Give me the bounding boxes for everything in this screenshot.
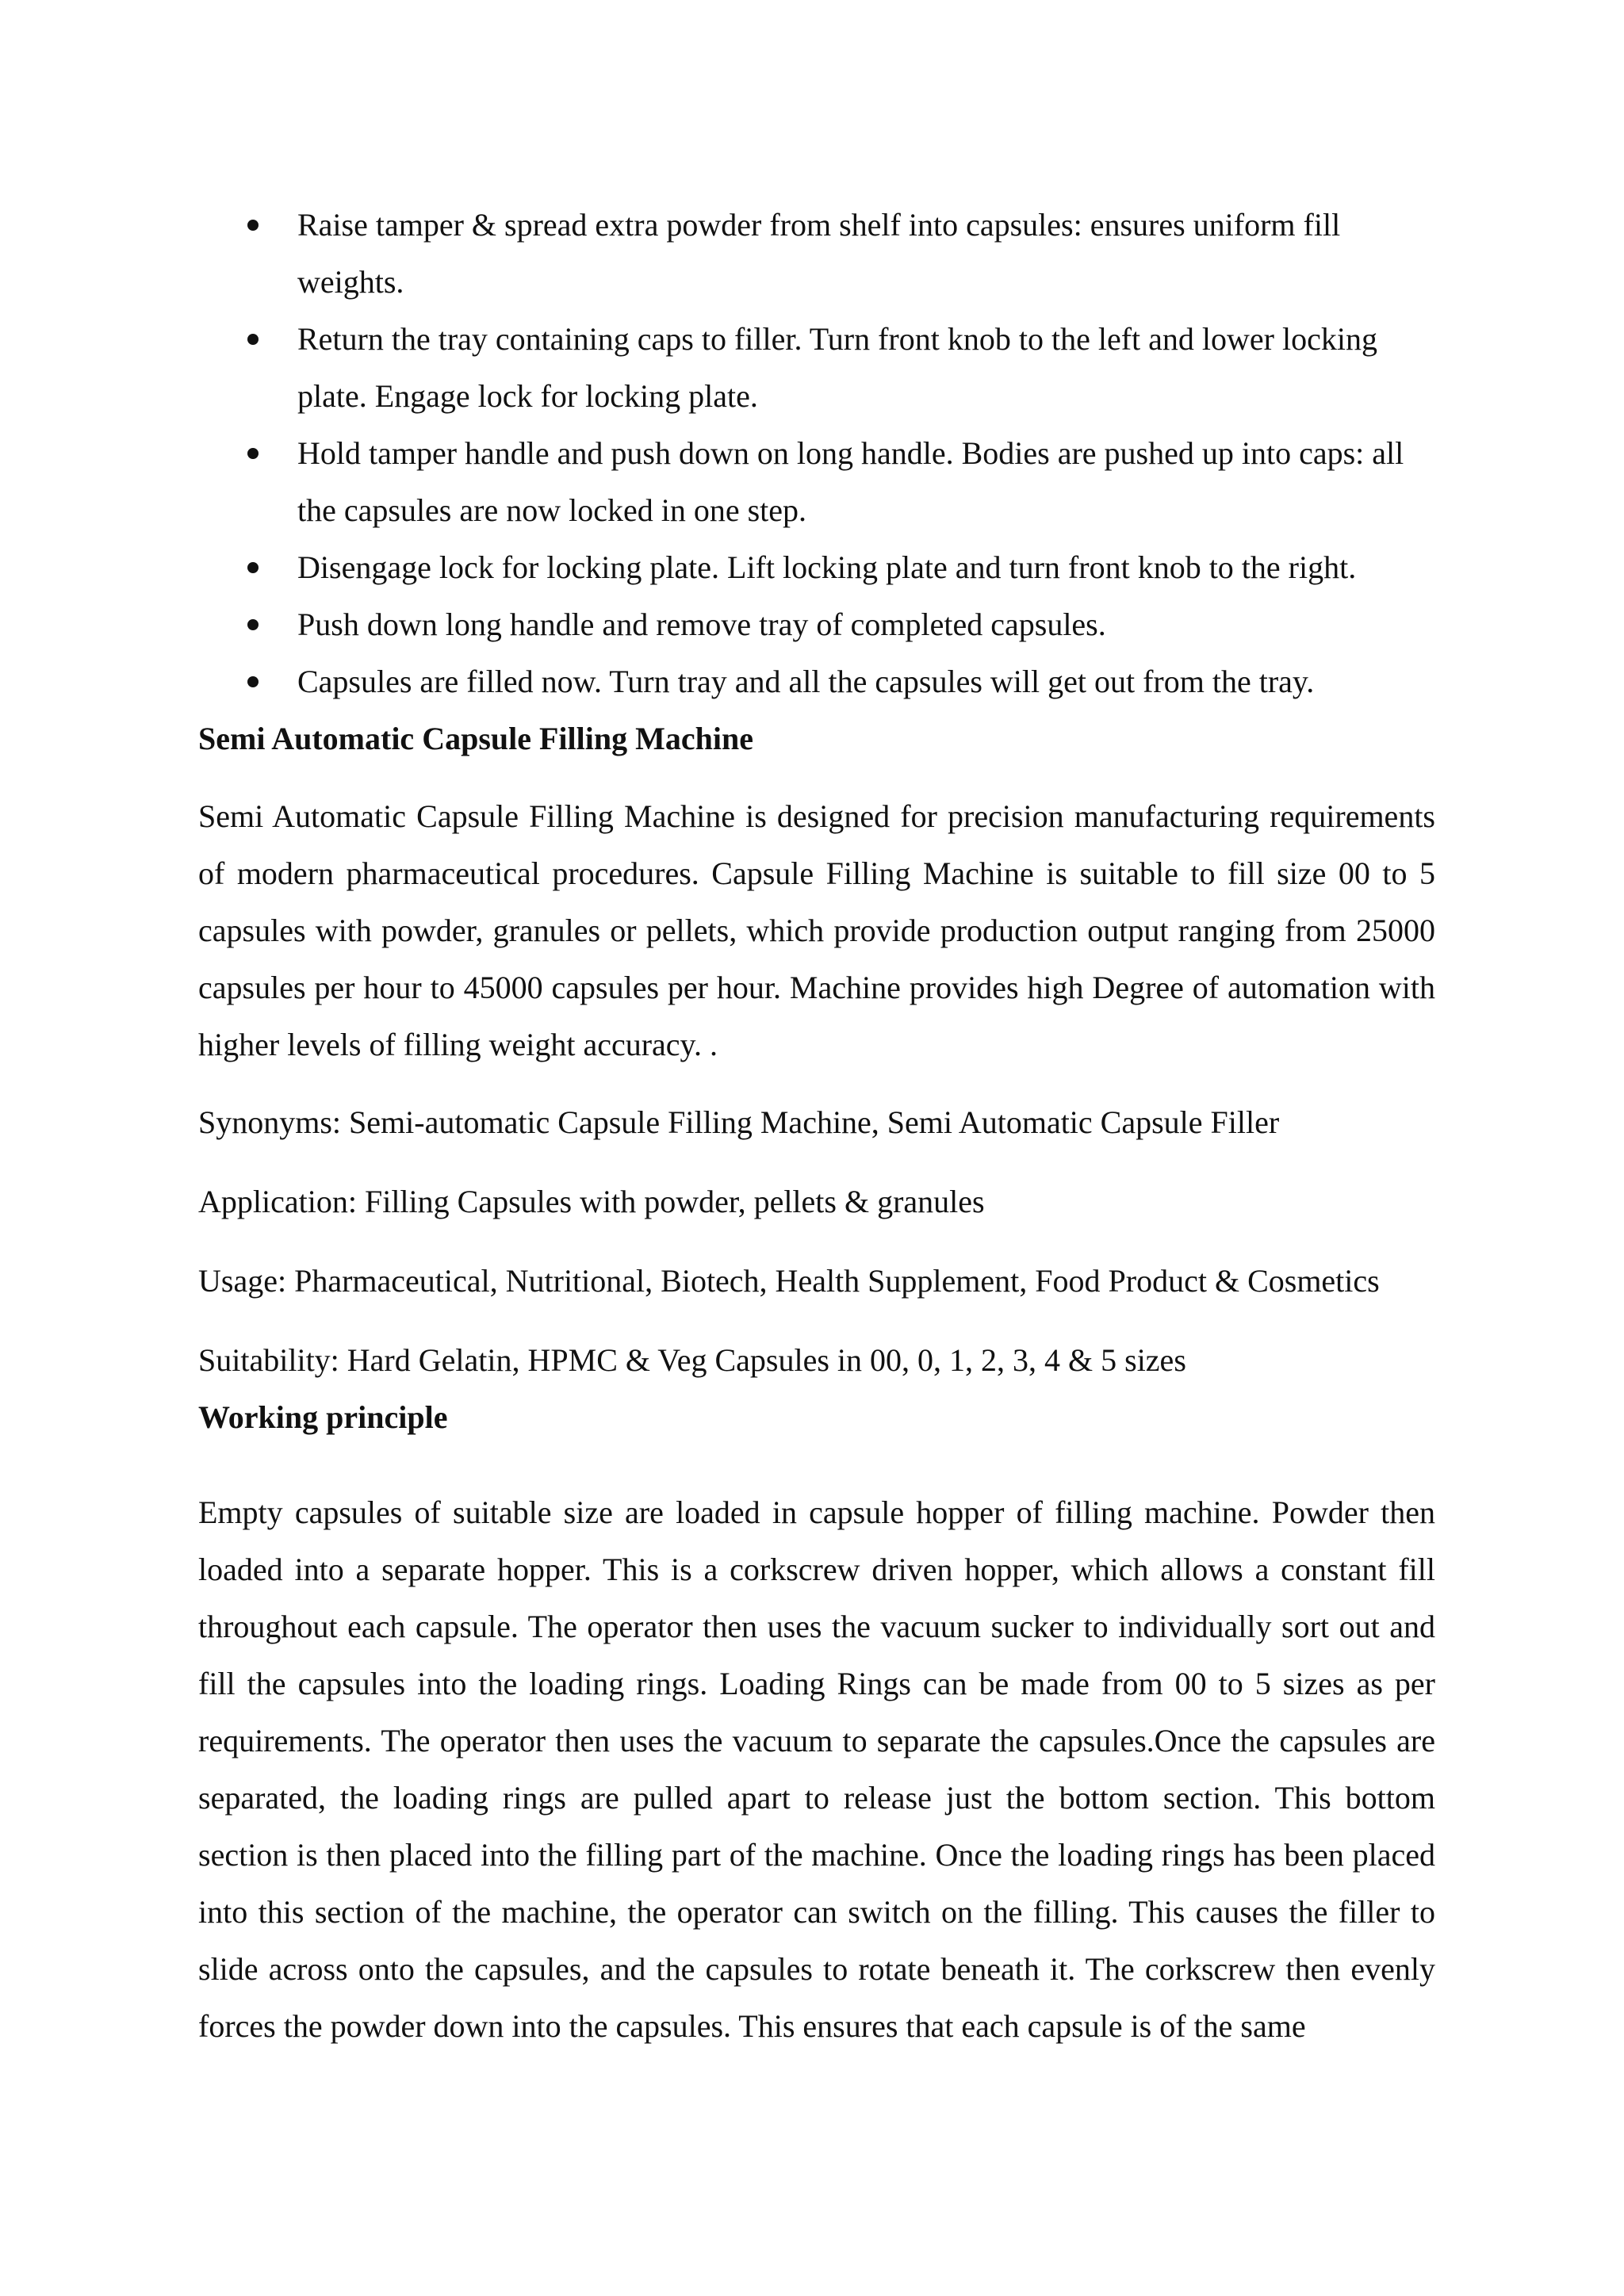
list-item (198, 653, 1435, 710)
list-item-text: Capsules are filled now. Turn tray and all the capsules will get out from the tray. (297, 664, 1315, 699)
list-item-text: Disengage lock for locking plate. Lift locking plate and turn front knob to the right. (297, 549, 1357, 585)
list-item-text: Raise tamper & spread extra powder from shelf into capsules: ensures uniform fill weights. (297, 207, 1341, 300)
list-item (198, 197, 1435, 311)
list-item (198, 596, 1435, 653)
list-item-text: Hold tamper handle and push down on long handle. Bodies are pushed up into caps: all the capsules are now locked in one step. (297, 435, 1404, 528)
document-page (198, 197, 1435, 2055)
bullet-icon (247, 619, 259, 630)
procedure-bullet-list (198, 197, 1435, 710)
list-item-text: Return the tray containing caps to filler. Turn front knob to the left and lower locking plate. Engage lock for locking plate. (297, 321, 1377, 414)
section-heading-semi-automatic: Semi Automatic Capsule Filling Machine (198, 721, 753, 756)
list-item (198, 425, 1435, 539)
synonyms-line: Synonyms: Semi-automatic Capsule Filling Machine, Semi Automatic Capsule Filler (198, 1104, 1280, 1140)
list-item (198, 539, 1435, 596)
application-line: Application: Filling Capsules with powder, pellets & granules (198, 1184, 985, 1219)
bullet-icon (247, 448, 259, 459)
suitability-line: Suitability: Hard Gelatin, HPMC & Veg Capsules in 00, 0, 1, 2, 3, 4 & 5 sizes (198, 1342, 1186, 1378)
list-item (198, 311, 1435, 425)
working-principle-paragraph: Empty capsules of suitable size are loaded in capsule hopper of filling machine. Powder then loaded into a separate hopper. This is a corkscrew driven hopper, which allows a constant fill throughout each capsule. The operator then uses the vacuum sucker to individually sort out and fill the capsules into the loading rings. Loading Rings can be made from 00 to 5 sizes as per requirements. The operator then uses the vacuum to separate the capsules.Once the capsules are separated, the loading rings are pulled apart to release just the bottom section. This bottom section is then placed into the filling part of the machine. Once the loading rings has been placed into this section of the machine, the operator can switch on the filling. This causes the filler to slide across onto the capsules, and the capsules to rotate beneath it. The corkscrew then evenly forces the powder down into the capsules. This ensures that each capsule is of the same (198, 1494, 1435, 2044)
bullet-icon (247, 676, 259, 687)
bullet-icon (247, 562, 259, 573)
usage-line: Usage: Pharmaceutical, Nutritional, Biotech, Health Supplement, Food Product & Cosmetics (198, 1263, 1380, 1299)
list-item-text: Push down long handle and remove tray of completed capsules. (297, 607, 1106, 642)
bullet-icon (247, 220, 259, 231)
bullet-icon (247, 334, 259, 345)
semi-automatic-description-paragraph: Semi Automatic Capsule Filling Machine is designed for precision manufacturing requirements of modern pharmaceutical procedures. Capsule Filling Machine is suitable to fill size 00 to 5 capsules with powder, granules or pellets, which provide production output ranging from 25000 capsules per hour to 45000 capsules per hour. Machine provides high Degree of automation with higher levels of filling weight accuracy. . (198, 798, 1435, 1062)
section-heading-working-principle: Working principle (198, 1399, 448, 1435)
